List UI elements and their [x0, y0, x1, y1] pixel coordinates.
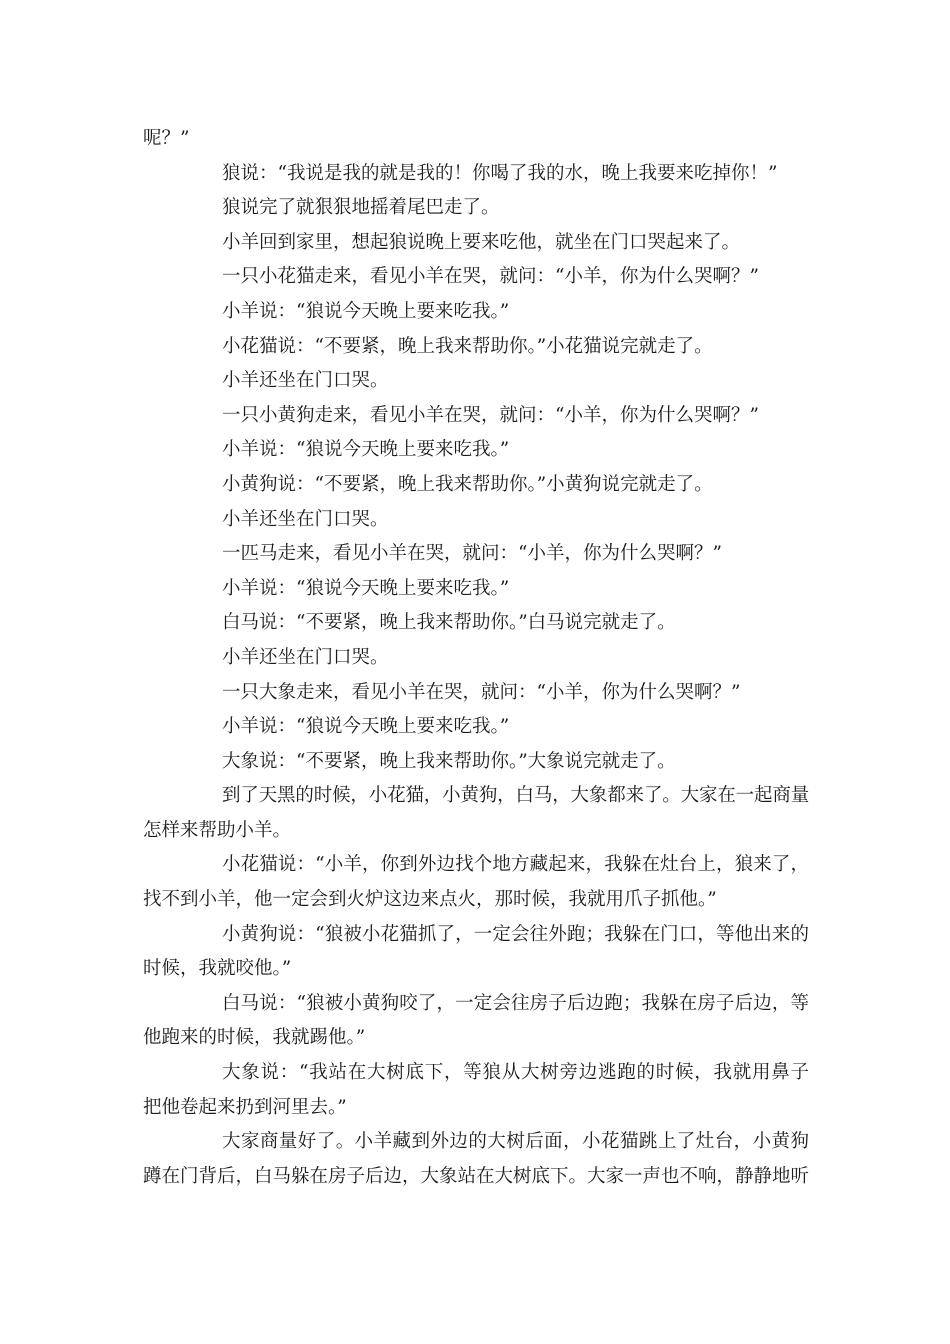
text-line: 把他卷起来扔到河里去。”: [143, 1096, 347, 1118]
story-text: [143, 122, 809, 1194]
text-line: 大家商量好了。小羊藏到外边的大树后面，小花猫跳上了灶台，小黄狗: [222, 1131, 809, 1153]
text-line: 找不到小羊，他一定会到火炉这边来点火，那时候，我就用爪子抓他。”: [143, 889, 717, 911]
text-line: 小花猫说：“不要紧，晚上我来帮助你。”小花猫说完就走了。: [222, 335, 713, 357]
text-line: 他跑来的时候，我就踢他。”: [143, 1027, 366, 1049]
text-line: 呢？”: [143, 128, 190, 149]
text-line: 狼说完了就狠狠地摇着尾巴走了。: [222, 197, 500, 219]
text-line: 白马说：“不要紧，晚上我来帮助你。”白马说完就走了。: [222, 612, 676, 634]
text-line: 蹲在门背后，白马躲在房子后边，大象站在大树底下。大家一声也不响，静静地听: [143, 1165, 809, 1187]
text-line: 时候，我就咬他。”: [143, 958, 292, 980]
text-line: 小黄狗说：“不要紧，晚上我来帮助你。”小黄狗说完就走了。: [222, 473, 713, 495]
text-line: 小羊还坐在门口哭。: [222, 646, 389, 668]
text-line: 小羊还坐在门口哭。: [222, 370, 389, 392]
text-line: 怎样来帮助小羊。: [143, 819, 292, 841]
text-line: 大象说：“我站在大树底下，等狼从大树旁边逃跑的时候，我就用鼻子: [222, 1062, 809, 1084]
text-line: 狼说：“我说是我的就是我的！你喝了我的水，晚上我要来吃掉你！”: [222, 162, 778, 184]
text-line: 到了天黑的时候，小花猫，小黄狗，白马，大象都来了。大家在一起商量: [222, 785, 809, 807]
text-line: 小羊说：“狼说今天晚上要来吃我。”: [222, 300, 510, 322]
text-line: 一只小花猫走来，看见小羊在哭，就问：“小羊，你为什么哭啊？”: [222, 266, 759, 288]
text-line: 小羊说：“狼说今天晚上要来吃我。”: [222, 439, 510, 461]
text-line: 小羊回到家里，想起狼说晚上要来吃他，就坐在门口哭起来了。: [222, 231, 741, 253]
text-line: 小黄狗说：“狼被小花猫抓了，一定会往外跑；我躲在门口，等他出来的: [222, 923, 809, 945]
text-line: 小羊说：“狼说今天晚上要来吃我。”: [222, 716, 510, 738]
text-line: 小羊还坐在门口哭。: [222, 508, 389, 530]
text-line: 一只小黄狗走来，看见小羊在哭，就问：“小羊，你为什么哭啊？”: [222, 404, 759, 426]
text-line: 一只大象走来，看见小羊在哭，就问：“小羊，你为什么哭啊？”: [222, 681, 741, 703]
text-line: 大象说：“不要紧，晚上我来帮助你。”大象说完就走了。: [222, 750, 676, 772]
text-line: 小花猫说：“小羊，你到外边找个地方藏起来，我躲在灶台上，狼来了，: [222, 854, 809, 876]
text-line: 白马说：“狼被小黄狗咬了，一定会往房子后边跑；我躲在房子后边，等: [222, 992, 809, 1014]
text-line: 小羊说：“狼说今天晚上要来吃我。”: [222, 577, 510, 599]
text-line: 一匹马走来，看见小羊在哭，就问：“小羊，你为什么哭啊？”: [222, 543, 722, 565]
